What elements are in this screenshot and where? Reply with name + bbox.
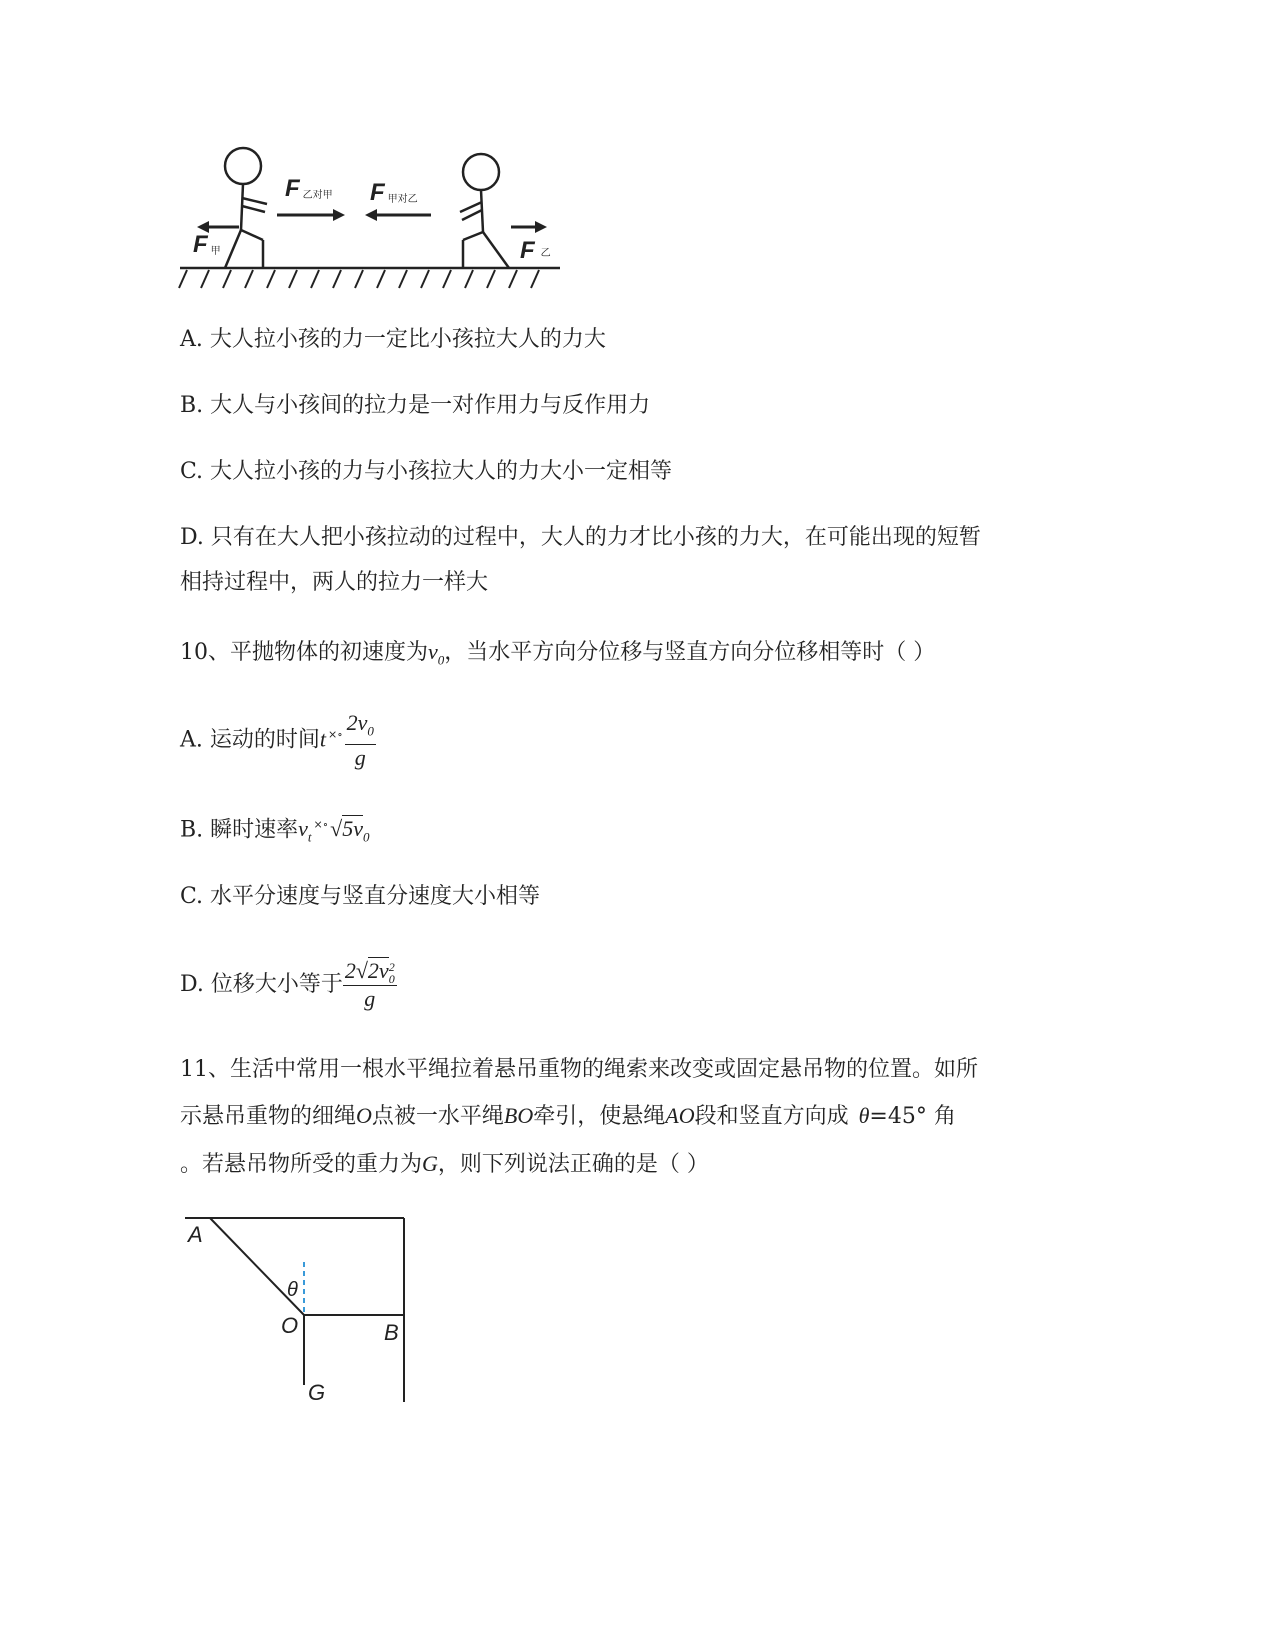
q9-option-c: C. 大人拉小孩的力与小孩拉大人的力大小一定相等 [180, 459, 673, 484]
label-f-yi: F乙 [520, 237, 551, 264]
q10-option-d: D. 位移大小等于 2√2v 2 0 g [180, 958, 395, 1011]
left-stick-person [225, 148, 267, 268]
q10-option-a: A. 运动的时间t ×∘ $\frac{2v_0}{g}$ [180, 709, 374, 771]
arrow-f-yi [511, 221, 547, 233]
arrow-f-jia-dui-yi [365, 209, 431, 221]
arrow-f-yi-dui-jia [277, 209, 345, 221]
q11-line1: 11、生活中常用一根水平绳拉着悬吊重物的绳索来改变或固定悬吊物的位置。如所 [180, 1057, 978, 1082]
q9-option-d-line2: 相持过程中，两人的拉力一样大 [180, 570, 489, 595]
q10-stem-a: 10、平抛物体的初速度为 [180, 640, 428, 665]
label-b: B [384, 1320, 399, 1345]
q10-v0: $v_0$ [428, 639, 445, 668]
label-f-jia-dui-yi: F甲对乙 [370, 179, 418, 206]
garbled-glyph: ×∘ [313, 818, 329, 831]
q10-b-sqrt-expr: $√5v_0$ [330, 816, 370, 845]
q9-option-b: B. 大人与小孩间的拉力是一对作用力与反作用力 [180, 393, 651, 418]
q10-option-b: B. 瞬时速率$v_t^{\times\circ}√5v_0$ [180, 816, 370, 845]
q10-stem [180, 637, 935, 675]
rope-diagram [180, 1210, 420, 1410]
q10-stem-b: ，当水平方向分位移与竖直方向分位移相等时（ ） [444, 640, 936, 665]
tug-of-war-figure [175, 140, 575, 300]
label-f-jia: F甲 [193, 231, 221, 258]
q9-option-a: A. 大人拉小孩的力一定比小孩拉大人的力大 [180, 327, 606, 352]
label-theta: θ [287, 1279, 298, 1301]
label-o: O [281, 1313, 299, 1338]
right-stick-person [460, 154, 509, 268]
q11-line3: 。若悬吊物所受的重力为G，则下列说法正确的是（ ） [180, 1151, 709, 1177]
q11-line2: 示悬吊重物的细绳O点被一水平绳BO牵引，使悬绳AO段和竖直方向成 θ=45° 角 [180, 1103, 956, 1129]
label-g: G [308, 1380, 326, 1405]
garbled-glyph: ×∘ [328, 728, 343, 741]
q10-option-c: C. 水平分速度与竖直分速度大小相等 [180, 884, 541, 909]
q10-a-fraction: $\frac{2v_0}{g}$ [346, 709, 374, 771]
q9-option-d-line1: D. 只有在大人把小孩拉动的过程中，大人的力才比小孩的力大，在可能出现的短暂 [180, 525, 981, 550]
q10-d-fraction: 2√2v 2 0 g [344, 958, 395, 1011]
label-a: A [188, 1222, 203, 1247]
label-f-yi-dui-jia: F乙对甲 [285, 175, 333, 202]
